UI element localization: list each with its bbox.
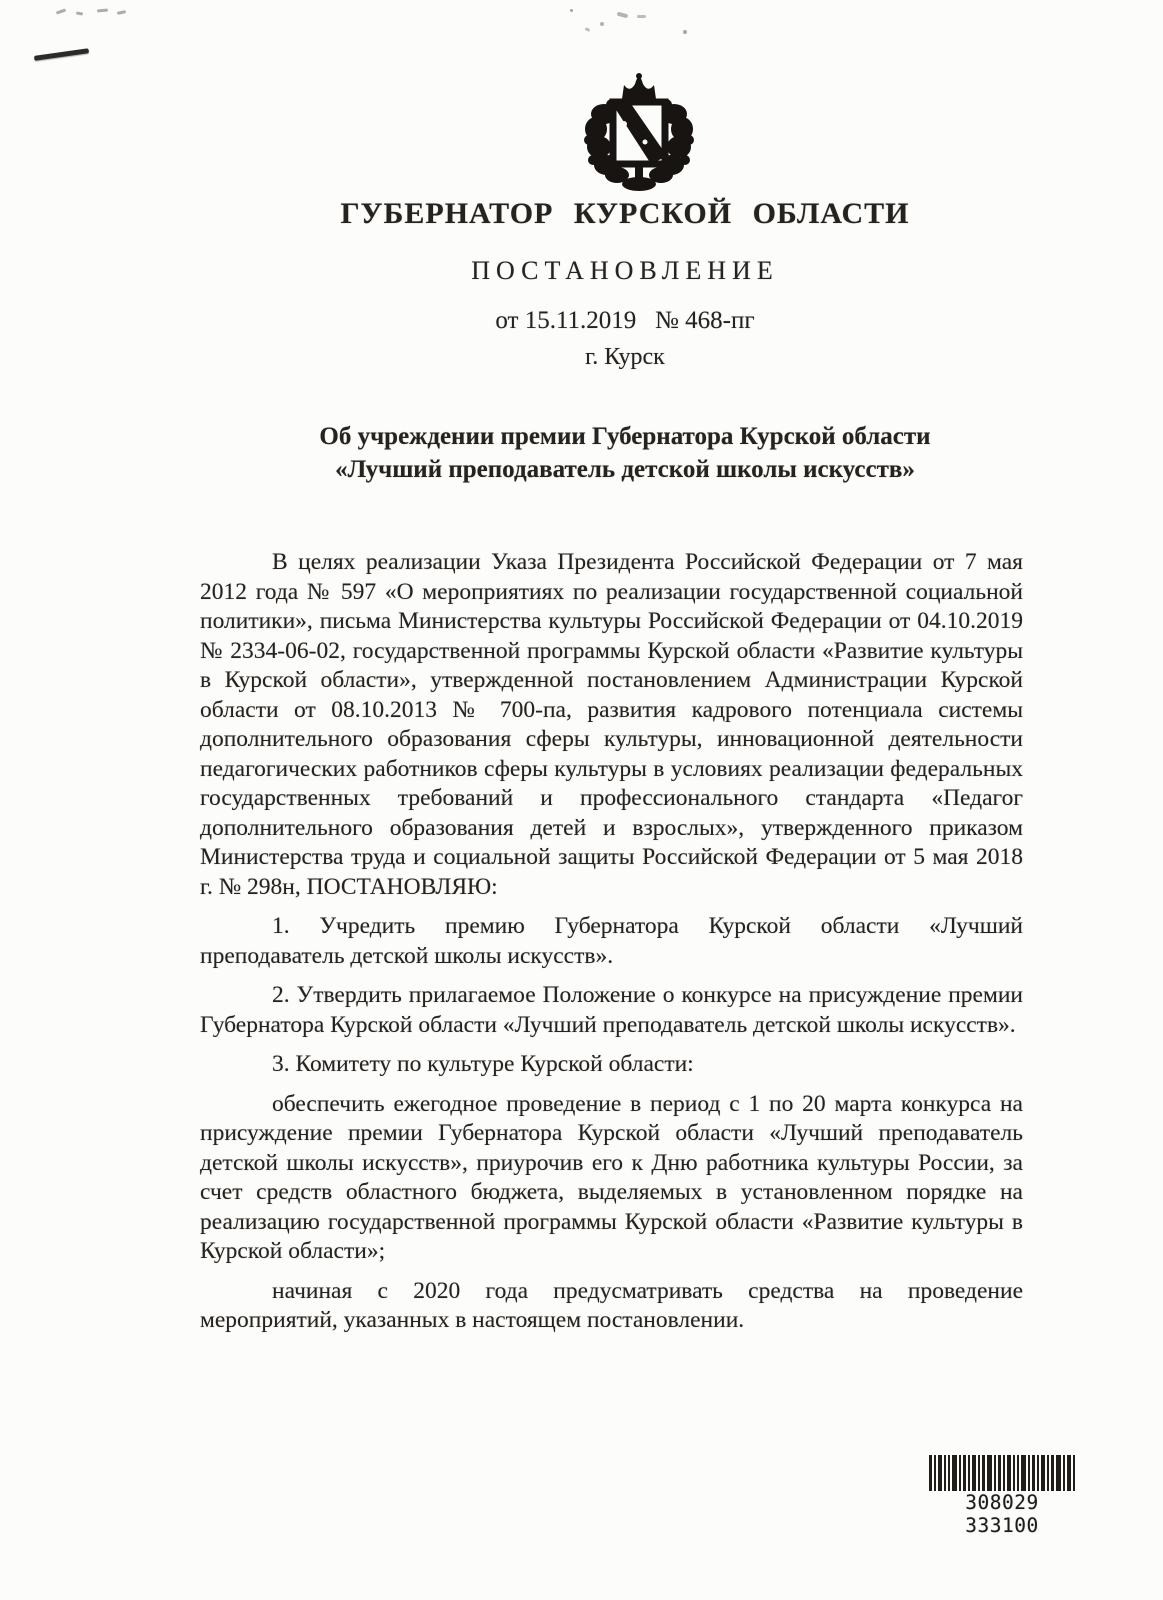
city-line: г. Курск — [585, 344, 665, 370]
scan-speck — [617, 12, 629, 19]
scan-speck — [600, 22, 604, 26]
item-3b-paragraph: начиная с 2020 года предусматривать средства на проведение мероприятий, указанных в настоящем постановлении. — [200, 1277, 1023, 1333]
barcode — [929, 1455, 1075, 1537]
scan-speck — [637, 15, 646, 18]
kursk-coat-of-arms-icon — [577, 72, 701, 194]
preamble-paragraph: В целях реализации Указа Президента Российской Федерации от 7 мая 2012 года № 597 «О мероприятиях по реализации государственной социальной политики», письма Министерства культуры Российской Федерации от 04.10.2019 № 2334-06-02, государственной программы Курской области «Развитие культуры в Курской области», утвержденной постановлением Администрации Курской области от 08.10.2013 № 700-па, развития кадрового потенциала системы дополнительного образования сферы культуры, инновационной деятельности педагогических работников сферы культуры в условиях реализации федеральных государственных требований и профессионального стандарта «Педагог дополнительного образования детей и взрослых», утвержденного приказом Министерства труда и социальной защиты Российской Федерации от 5 мая 2018 г. № 298н, ПОСТАНОВЛЯЮ: — [200, 549, 1023, 900]
item-2-paragraph: 2. Утвердить прилагаемое Положение о конкурсе на присуждение премии Губернатора Курской области «Лучший преподаватель детской школы искусств». — [200, 982, 1023, 1038]
date-and-number-line: от 15.11.2019 № 468-пг — [495, 307, 755, 334]
item-1-paragraph: 1. Учредить премию Губернатора Курской области «Лучший преподаватель детской школы искусств». — [200, 913, 1023, 969]
document-body — [200, 548, 1023, 1336]
issuing-authority-title: ГУБЕРНАТОР КУРСКОЙ ОБЛАСТИ — [340, 197, 910, 230]
item-3a-paragraph: обеспечить ежегодное проведение в период с 1 по 20 марта конкурса на присуждение премии Губернатора Курской области «Лучший преподаватель детской школы искусств», приурочив его к Дню работника культуры России, за счет средств областного бюджета, выделяемых в установленном порядке на реализацию государственной программы Курской области «Развитие культуры в Курской области»; — [200, 1090, 1023, 1264]
scan-speck — [570, 9, 573, 12]
document-type-heading: ПОСТАНОВЛЕНИЕ — [471, 256, 779, 285]
scan-speck — [76, 11, 83, 15]
document-title — [222, 420, 1028, 486]
scan-speck — [97, 9, 108, 13]
item-3-paragraph: 3. Комитету по культуре Курской области: — [272, 1051, 694, 1077]
scan-speck — [683, 30, 687, 34]
document-title-line1: Об учреждении премии Губернатора Курской области — [319, 423, 931, 450]
barcode-number: 308029 333100 — [929, 1491, 1075, 1537]
scan-speck — [117, 10, 126, 15]
scan-artifact-dash — [34, 48, 89, 61]
scan-speck — [56, 8, 66, 14]
scan-speck — [585, 27, 591, 32]
document-title-line2: «Лучший преподаватель детской школы искусств» — [335, 456, 915, 483]
